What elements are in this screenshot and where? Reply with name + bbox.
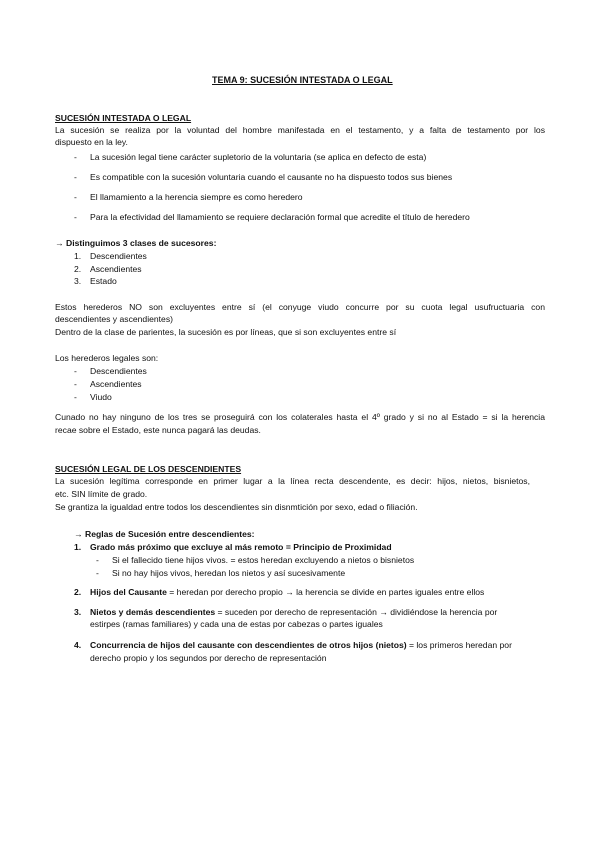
rule-bold-text: Grado más próximo que excluye al más remoto = Principio de Proximidad [90,542,392,552]
rule-bold-text: Hijos del Causante [90,587,167,597]
list-number: 1. [74,251,82,261]
clase-item: Descendientes [90,251,147,261]
section-heading-intestada: SUCESIÓN INTESTADA O LEGAL [55,113,192,123]
bullet-dash: - [74,212,77,222]
bullet-item: Es compatible con la sucesión voluntaria cuando el causante no ha dispuesto todos sus bienes [90,172,453,182]
legal-item: Descendientes [90,366,147,376]
para2-line-2: recae sobre el Estado, este nunca pagará las deudas. [55,425,261,435]
bullet-dash: - [74,379,77,389]
bullet-item: Para la efectividad del llamamiento se requiere declaración formal que acredite el título de heredero [90,212,470,222]
list-number: 2. [74,264,82,274]
sub-dash: - [96,568,99,578]
intro-line-2: dispuesto en la ley. [55,137,128,147]
clase-item: Estado [90,276,117,286]
rule-rest-text: = suceden por derecho de representación → dividiéndose la herencia por [215,607,498,617]
sub-dash: - [96,555,99,565]
para1-line-3: Dentro de la clase de parientes, la sucesión es por líneas, que si son excluyentes entre sí [55,327,397,337]
rule-text [90,587,484,598]
rule-number: 4. [74,640,82,650]
rule-text [90,640,512,651]
rule-bold-text: Nietos y demás descendientes [90,607,216,617]
rule-number: 1. [74,542,82,552]
bullet-dash: - [74,152,77,162]
rule-text-line-2: derecho propio y los segundos por derecho de representación [90,653,327,663]
intro-line-1: La sucesión se realiza por la voluntad del hombre manifestada en el testamento, y a falta de testamento por los [55,125,545,135]
distinguimos-heading: → Distinguimos 3 clases de sucesores: [55,238,217,248]
legal-item: Ascendientes [90,379,142,389]
bullet-dash: - [74,192,77,202]
bullet-dash: - [74,172,77,182]
rule-text-line-2: estirpes (ramas familiares) y cada una de estas por cabezas o partes iguales [90,619,383,629]
desc-line-3: Se grantiza la igualdad entre todos los descendientes sin disnmtición por sexo, edad o filiación. [55,502,418,512]
desc-line-1: La sucesión legítima corresponde en primer lugar a la línea recta descendente, es decir: hijos, nietos, bisnietos, [55,476,530,486]
rule-bold-text: Concurrencia de hijos del causante con descendientes de otros hijos (nietos) [90,640,407,650]
bullet-dash: - [74,366,77,376]
bullet-item: El llamamiento a la herencia siempre es como heredero [90,192,303,202]
list-number: 3. [74,276,82,286]
para1-line-1: Estos herederos NO son excluyentes entre sí (el conyuge viudo concurre por su cuota legal usufructuaria con [55,302,545,312]
desc-line-2: etc. SIN límite de grado. [55,489,148,499]
bullet-dash: - [74,392,77,402]
section-heading-descendientes: SUCESIÓN LEGAL DE LOS DESCENDIENTES [55,464,242,474]
rule-rest-text: = los primeros heredan por [406,640,512,650]
legal-item: Viudo [90,392,112,402]
rule-sub-item: Si el fallecido tiene hijos vivos. = estos heredan excluyendo a nietos o bisnietos [112,555,415,565]
rule-number: 3. [74,607,82,617]
reglas-heading: → Reglas de Sucesión entre descendientes: [74,529,255,539]
clase-item: Ascendientes [90,264,142,274]
bullet-item: La sucesión legal tiene carácter supletorio de la voluntaria (se aplica en defecto de esta) [90,152,427,162]
rule-text [90,607,497,618]
para2-line-1: Cunado no hay ninguno de los tres se proseguirá con los colaterales hasta el 4º grado y si no al Estado = si la herencia [55,412,545,422]
rule-rest-text: = heredan por derecho propio → la herencia se divide en partes iguales entre ellos [166,587,485,597]
para1-line-2: descendientes y ascendientes) [55,314,174,324]
rule-sub-item: Si no hay hijos vivos, heredan los nietos y así sucesivamente [112,568,346,578]
page-title: TEMA 9: SUCESIÓN INTESTADA O LEGAL [212,75,393,85]
rule-number: 2. [74,587,82,597]
legales-intro: Los herederos legales son: [55,353,159,363]
